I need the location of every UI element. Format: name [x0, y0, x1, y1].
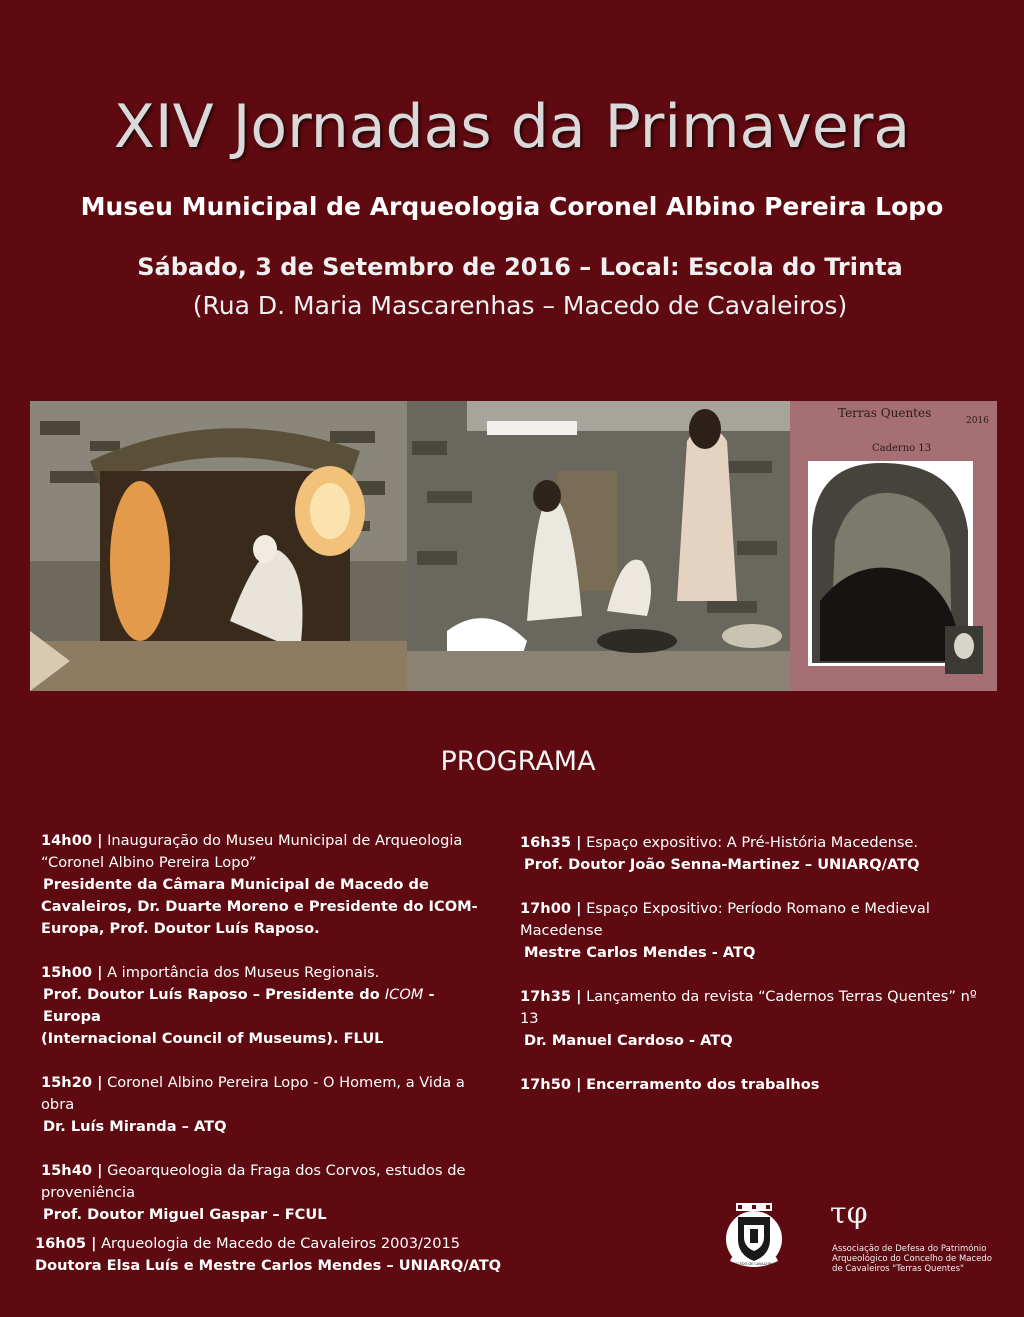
entry-speaker — [41, 984, 491, 1028]
entry-description: Macedense — [520, 922, 603, 939]
entry-description: Inauguração do Museu Municipal de Arqueologia — [107, 832, 463, 849]
speaker-text: Prof. Doutor Luís Raposo – Presidente do — [43, 986, 385, 1003]
entry-description: Lançamento da revista “Cadernos Terras Quentes” nº 13 — [520, 988, 977, 1027]
icom-text: ICOM — [384, 986, 424, 1003]
programa-entry — [35, 1233, 515, 1277]
entry-description: Encerramento dos trabalhos — [586, 1076, 820, 1093]
entry-time: 15h20 | — [41, 1074, 103, 1091]
photo-magazine-cover — [790, 401, 997, 691]
entry-time: 16h05 | — [35, 1235, 97, 1252]
association-logo: τφ — [830, 1196, 868, 1231]
entry-description: obra — [41, 1096, 75, 1113]
entry-speaker: Prof. Doutor Miguel Gaspar – FCUL — [43, 1206, 327, 1223]
entry-speaker: Presidente da Câmara Municipal de Macedo de — [43, 876, 429, 893]
entry-speaker: Europa, Prof. Doutor Luís Raposo. — [41, 920, 320, 937]
entry-time: 14h00 | — [41, 832, 103, 849]
entry-time: 15h40 | — [41, 1162, 103, 1179]
programa-entry — [520, 986, 990, 1052]
programa-left-column — [41, 830, 491, 1248]
programa-entry — [520, 832, 990, 876]
entry-description: Arqueologia de Macedo de Cavaleiros 2003/2015 — [101, 1235, 461, 1252]
photo-interior-figures — [407, 401, 790, 691]
entry-description: Coronel Albino Pereira Lopo - O Homem, a Vida a — [107, 1074, 465, 1091]
programa-heading: PROGRAMA — [440, 746, 596, 777]
programa-entry — [520, 898, 990, 964]
entry-description: Espaço expositivo: A Pré-História Macedense. — [586, 834, 919, 851]
entry-time: 17h50 | — [520, 1076, 582, 1093]
entry-speaker: Dr. Manuel Cardoso - ATQ — [524, 1032, 733, 1049]
event-date-location: Sábado, 3 de Setembro de 2016 – Local: Escola do Trinta — [137, 253, 903, 281]
entry-speaker: Prof. Doutor João Senna-Martinez – UNIARQ/ATQ — [524, 856, 920, 873]
entry-speaker: Mestre Carlos Mendes - ATQ — [524, 944, 756, 961]
association-name: Associação de Defesa do Património Arqueológico do Concelho de Macedo de Cavaleiros "Terras Quentes" — [832, 1244, 993, 1274]
entry-time: 15h00 | — [41, 964, 103, 981]
entry-speaker: Dr. Luís Miranda – ATQ — [43, 1118, 227, 1135]
programa-entry — [520, 1074, 990, 1096]
event-address: (Rua D. Maria Mascarenhas – Macedo de Cavaleiros) — [192, 291, 848, 320]
entry-time: 17h35 | — [520, 988, 582, 1005]
speaker-text: - Europa — [43, 986, 435, 1025]
poster-subtitle: Museu Municipal de Arqueologia Coronel Albino Pereira Lopo — [80, 192, 944, 221]
entry-description: Geoarqueologia da Fraga dos Corvos, estudos de — [107, 1162, 466, 1179]
poster-title: XIV Jornadas da Primavera — [113, 92, 911, 162]
entry-description: Espaço Expositivo: Período Romano e Medieval — [586, 900, 930, 917]
entry-time: 16h35 | — [520, 834, 582, 851]
entry-speaker: (Internacional Council of Museums). FLUL — [41, 1030, 384, 1047]
entry-speaker: Doutora Elsa Luís e Mestre Carlos Mendes – UNIARQ/ATQ — [35, 1257, 502, 1274]
entry-time: 17h00 | — [520, 900, 582, 917]
entry-speaker: Cavaleiros, Dr. Duarte Moreno e Presidente do ICOM- — [41, 898, 478, 915]
programa-entry — [41, 1160, 491, 1226]
entry-description: “Coronel Albino Pereira Lopo” — [41, 854, 257, 871]
programa-entry — [41, 962, 491, 1050]
photo-hut-reconstruction — [30, 401, 407, 691]
cover-issue: Caderno 13 — [872, 443, 932, 454]
municipal-crest-logo — [722, 1203, 786, 1269]
cover-title: Terras Quentes — [838, 406, 932, 420]
cover-year: 2016 — [966, 416, 989, 426]
entry-description: A importância dos Museus Regionais. — [107, 964, 380, 981]
programa-entry — [41, 1072, 491, 1138]
entry-description: proveniência — [41, 1184, 136, 1201]
programa-right-column — [520, 832, 990, 1118]
crest-label: MACEDO DE CAVALEIROS — [731, 1262, 777, 1266]
programa-entry — [41, 830, 491, 940]
